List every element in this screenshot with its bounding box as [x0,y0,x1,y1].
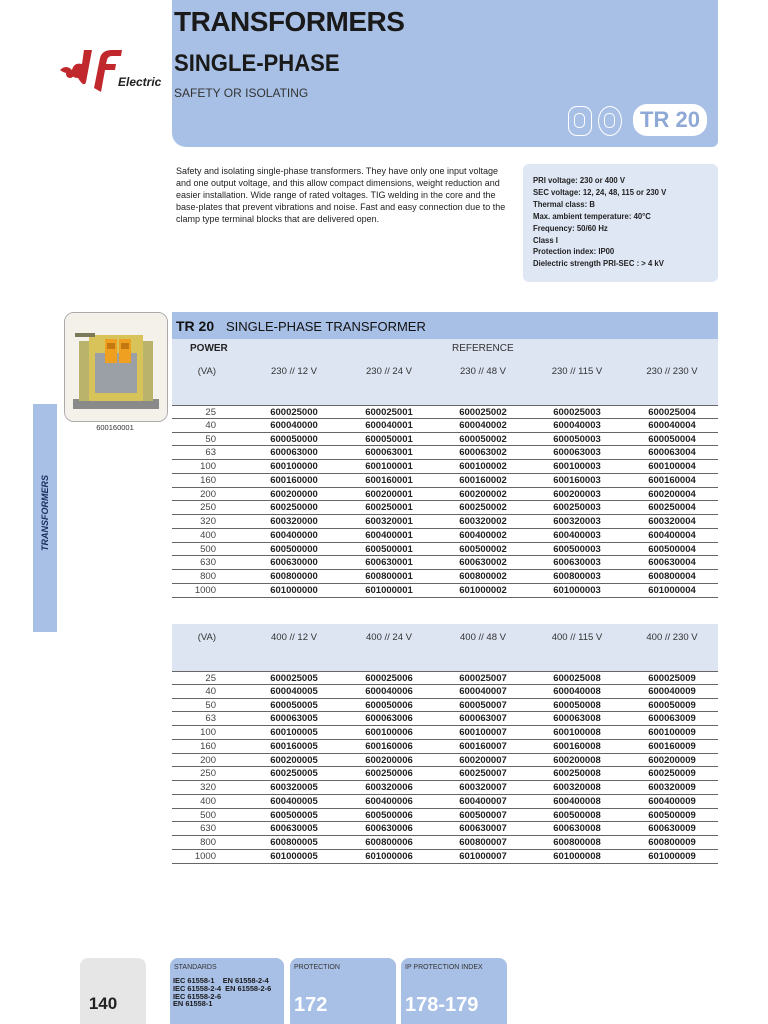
reference-cell: 600250008 [553,768,601,780]
reference-cell: 600800005 [270,837,318,848]
reference-cell: 600500006 [365,809,413,821]
reference-cell: 600100003 [553,461,601,472]
ip-index-pages[interactable]: 178-179 [405,994,479,1016]
table-row [172,822,718,836]
column-header: 230 // 230 V [646,366,698,377]
reference-cell: 600630005 [270,823,318,835]
model-badge: TR 20 [633,104,707,136]
reference-cell: 600400000 [270,529,318,541]
power-cell: 200 [200,488,216,500]
reference-table-400 [172,671,718,864]
intro-text: Safety and isolating single-phase transformers. They have only one input voltage and one output voltage, and this allow compact dimensions, weight reduction and easier installation. Wide range of rated voltages. TIG welding in the core and the base-plates that prevent vibrations and noise. Fast and easy connection due to the clamp type terminal blocks that are delivered open. [176,166,506,224]
power-cell: 630 [200,557,216,569]
reference-cell: 600320001 [365,516,413,527]
reference-cell: 600630004 [648,557,696,569]
power-cell: 40 [205,419,216,431]
reference-cell: 600160009 [648,740,696,752]
reference-cell: 600320002 [459,516,507,527]
column-header: 400 // 12 V [271,632,317,643]
reference-cell: 600100006 [365,727,413,738]
protection-label: PROTECTION [294,964,340,971]
table-row [172,570,718,584]
power-cell: 160 [200,474,216,486]
reference-cell: 600320005 [270,782,318,793]
reference-cell: 600500005 [270,809,318,821]
reference-cell: 600040002 [459,419,507,431]
reference-cell: 600250005 [270,768,318,780]
reference-cell: 600500004 [648,543,696,555]
column-header: 230 // 48 V [460,366,506,377]
reference-cell: 600200002 [459,488,507,500]
reference-cell: 600025008 [553,673,601,684]
reference-cell: 600630009 [648,823,696,835]
reference-cell: 600050003 [553,433,601,445]
reference-cell: 600320008 [553,782,601,793]
reference-cell: 600400008 [553,795,601,807]
reference-cell: 600100004 [648,461,696,472]
reference-cell: 600040009 [648,685,696,697]
table-row [172,726,718,740]
reference-cell: 600025007 [459,673,507,684]
reference-cell: 600040004 [648,419,696,431]
reference-label: REFERENCE [452,343,514,354]
table-row [172,501,718,515]
reference-cell: 600500003 [553,543,601,555]
table-row [172,795,718,809]
reference-cell: 600250006 [365,768,413,780]
power-cell: 400 [200,795,216,807]
spec-box [523,164,718,282]
column-header: 400 // 115 V [551,632,603,643]
reference-cell: 600160002 [459,474,507,486]
power-cell: 40 [205,685,216,697]
power-cell: 100 [200,727,216,738]
reference-cell: 600100008 [553,727,601,738]
reference-cell: 600800001 [365,571,413,582]
reference-cell: 600160005 [270,740,318,752]
reference-cell: 600063005 [270,713,318,725]
reference-cell: 600500002 [459,543,507,555]
reference-cell: 600200000 [270,488,318,500]
reference-cell: 600250004 [648,502,696,514]
reference-cell: 600800008 [553,837,601,848]
power-cell: 63 [205,713,216,725]
reference-cell: 600040008 [553,685,601,697]
reference-cell: 600050000 [270,433,318,445]
power-cell: 25 [205,673,216,684]
reference-cell: 600400001 [365,529,413,541]
power-cell: 500 [200,809,216,821]
reference-cell: 601000008 [553,850,601,862]
reference-cell: 600400009 [648,795,696,807]
reference-cell: 600200008 [553,754,601,766]
reference-cell: 600200007 [459,754,507,766]
table-row [172,556,718,570]
reference-cell: 600200004 [648,488,696,500]
table-title-text: SINGLE-PHASE TRANSFORMER [226,319,426,334]
reference-cell: 601000001 [365,584,413,596]
table-row [172,433,718,447]
reference-cell: 600630006 [365,823,413,835]
reference-cell: 600160003 [553,474,601,486]
ip-index-label: IP PROTECTION INDEX [405,964,483,971]
reference-cell: 600100000 [270,461,318,472]
table-row [172,767,718,781]
reference-cell: 600050007 [459,699,507,711]
reference-cell: 600200005 [270,754,318,766]
table-row [172,850,718,864]
table-row [172,685,718,699]
reference-cell: 600040001 [365,419,413,431]
isolating-transformer-icon [598,106,622,136]
column-header-400 [172,624,718,671]
ip-index-link-box[interactable] [401,958,507,1024]
table-title-model: TR 20 [176,318,215,334]
reference-cell: 600320007 [459,782,507,793]
reference-cell: 600025000 [270,407,318,418]
reference-cell: 600200006 [365,754,413,766]
table-title-bar [172,312,718,339]
table-row [172,419,718,433]
standards-box [170,958,284,1024]
power-cell: 1000 [194,850,216,862]
table-row [172,543,718,557]
reference-cell: 600025009 [648,673,696,684]
reference-cell: 600050004 [648,433,696,445]
reference-cell: 600025005 [270,673,318,684]
column-header: 230 // 12 V [271,366,317,377]
reference-cell: 600100007 [459,727,507,738]
power-cell: 1000 [194,584,216,596]
reference-cell: 600025001 [365,407,413,418]
reference-cell: 600040000 [270,419,318,431]
product-photo [64,312,168,422]
spec-item: Frequency: 50/60 Hz [533,222,608,233]
reference-cell: 601000006 [365,850,413,862]
table-row [172,529,718,543]
reference-cell: 600320000 [270,516,318,527]
reference-cell: 600063009 [648,713,696,725]
power-label: POWER [190,343,228,354]
power-cell: 800 [200,837,216,848]
column-header-230 [172,358,718,405]
reference-table-230 [172,405,718,598]
reference-cell: 600500000 [270,543,318,555]
power-cell: 500 [200,543,216,555]
reference-cell: 600100009 [648,727,696,738]
reference-cell: 600250000 [270,502,318,514]
reference-cell: 600025002 [459,407,507,418]
reference-cell: 600500001 [365,543,413,555]
reference-cell: 601000005 [270,850,318,862]
table-row [172,515,718,529]
power-cell: 50 [205,433,216,445]
table-row [172,584,718,598]
reference-cell: 600800002 [459,571,507,582]
reference-cell: 600500008 [553,809,601,821]
table-row [172,836,718,850]
power-cell: 250 [200,768,216,780]
spec-item: Max. ambient temperature: 40°C [533,210,651,221]
reference-cell: 600050009 [648,699,696,711]
table-row [172,809,718,823]
power-cell: 320 [200,516,216,527]
reference-cell: 600050005 [270,699,318,711]
reference-cell: 600800009 [648,837,696,848]
spec-item: Protection index: IP00 [533,246,615,257]
column-header: 400 // 230 V [646,632,698,643]
page-number-box [80,958,146,1024]
reference-cell: 600250003 [553,502,601,514]
reference-cell: 600400007 [459,795,507,807]
reference-cell: 600250002 [459,502,507,514]
reference-cell: 600063006 [365,713,413,725]
reference-cell: 600630007 [459,823,507,835]
reference-cell: 601000002 [459,584,507,596]
reference-cell: 600400003 [553,529,601,541]
reference-cell: 600025003 [553,407,601,418]
reference-cell: 600400002 [459,529,507,541]
reference-cell: 600160008 [553,740,601,752]
reference-cell: 600040003 [553,419,601,431]
reference-cell: 601000003 [553,584,601,596]
reference-cell: 600250009 [648,768,696,780]
power-cell: 630 [200,823,216,835]
protection-link-box[interactable] [290,958,396,1024]
reference-cell: 600200001 [365,488,413,500]
reference-cell: 600063002 [459,447,507,459]
reference-cell: 600050001 [365,433,413,445]
table-row [172,405,718,419]
table-row [172,474,718,488]
spec-item: Thermal class: B [533,198,595,209]
page-title: TRANSFORMERS [174,6,405,37]
reference-cell: 600100002 [459,461,507,472]
table-row [172,699,718,713]
protection-pages[interactable]: 172 [294,994,328,1016]
table-row [172,460,718,474]
reference-cell: 600800006 [365,837,413,848]
reference-cell: 600025006 [365,673,413,684]
column-header: 400 // 48 V [460,632,506,643]
reference-cell: 600800004 [648,571,696,582]
reference-cell: 600800003 [553,571,601,582]
reference-cell: 600400005 [270,795,318,807]
power-cell: 160 [200,740,216,752]
reference-cell: 600200009 [648,754,696,766]
spec-item: Class I [533,234,558,245]
reference-cell: 600500009 [648,809,696,821]
table-row [172,671,718,685]
reference-cell: 600320006 [365,782,413,793]
safety-transformer-icon [568,106,592,136]
power-cell: 50 [205,699,216,711]
power-cell: 25 [205,407,216,418]
power-cell: 320 [200,782,216,793]
brand-logo [56,48,166,96]
reference-cell: 601000007 [459,850,507,862]
reference-cell: 600160007 [459,740,507,752]
table-row [172,740,718,754]
reference-cell: 600320004 [648,516,696,527]
column-header: (VA) [197,632,216,643]
reference-cell: 600250007 [459,768,507,780]
reference-cell: 600100001 [365,461,413,472]
table-row [172,446,718,460]
reference-cell: 600025004 [648,407,696,418]
reference-cell: 600063008 [553,713,601,725]
reference-cell: 600040007 [459,685,507,697]
reference-cell: 600040006 [365,685,413,697]
table-row [172,754,718,768]
reference-cell: 600630001 [365,557,413,569]
side-section-tab [33,404,57,632]
reference-cell: 600063007 [459,713,507,725]
table-subheader [172,339,718,358]
reference-cell: 600160000 [270,474,318,486]
power-cell: 400 [200,529,216,541]
column-header: (VA) [197,366,216,377]
side-tab-label: TRANSFORMERS [40,475,50,551]
reference-cell: 600630002 [459,557,507,569]
reference-cell: 600400006 [365,795,413,807]
reference-cell: 600200003 [553,488,601,500]
photo-caption: 600160001 [96,423,134,432]
reference-cell: 600063000 [270,447,318,459]
reference-cell: 600100005 [270,727,318,738]
spec-item: SEC voltage: 12, 24, 48, 115 or 230 V [533,186,667,197]
column-header: 230 // 115 V [551,366,603,377]
table-row [172,781,718,795]
reference-cell: 600320009 [648,782,696,793]
page-subtitle: SINGLE-PHASE [174,50,340,77]
power-cell: 250 [200,502,216,514]
reference-cell: 601000000 [270,584,318,596]
reference-cell: 600160001 [365,474,413,486]
power-cell: 200 [200,754,216,766]
page-number: 140 [88,994,118,1013]
reference-cell: 600800007 [459,837,507,848]
reference-cell: 601000004 [648,584,696,596]
reference-cell: 600063004 [648,447,696,459]
power-cell: 800 [200,571,216,582]
reference-cell: 600050008 [553,699,601,711]
reference-cell: 600160004 [648,474,696,486]
spec-item: Dielectric strength PRI-SEC : > 4 kV [533,258,664,269]
standards-list: IEC 61558-1 EN 61558-2-4 IEC 61558-2-4 EN 61558-2-6 IEC 61558-2-6 EN 61558-1 [173,976,272,1009]
reference-cell: 601000009 [648,850,696,862]
reference-cell: 600160006 [365,740,413,752]
reference-cell: 600040005 [270,685,318,697]
reference-cell: 600063003 [553,447,601,459]
table-row [172,488,718,502]
power-cell: 63 [205,447,216,459]
reference-cell: 600400004 [648,529,696,541]
reference-cell: 600630000 [270,557,318,569]
reference-cell: 600250001 [365,502,413,514]
reference-cell: 600320003 [553,516,601,527]
reference-cell: 600800000 [270,571,318,582]
reference-cell: 600050006 [365,699,413,711]
power-cell: 100 [200,461,216,472]
column-header: 400 // 24 V [366,632,412,643]
reference-cell: 600500007 [459,809,507,821]
standards-label: STANDARDS [174,964,217,971]
table-row [172,712,718,726]
column-header: 230 // 24 V [366,366,412,377]
reference-cell: 600630008 [553,823,601,835]
reference-cell: 600630003 [553,557,601,569]
svg-text:Electric: Electric [118,75,162,89]
reference-cell: 600063001 [365,447,413,459]
reference-cell: 600050002 [459,433,507,445]
page-tagline: SAFETY OR ISOLATING [174,86,309,100]
spec-item: PRI voltage: 230 or 400 V [533,175,625,185]
